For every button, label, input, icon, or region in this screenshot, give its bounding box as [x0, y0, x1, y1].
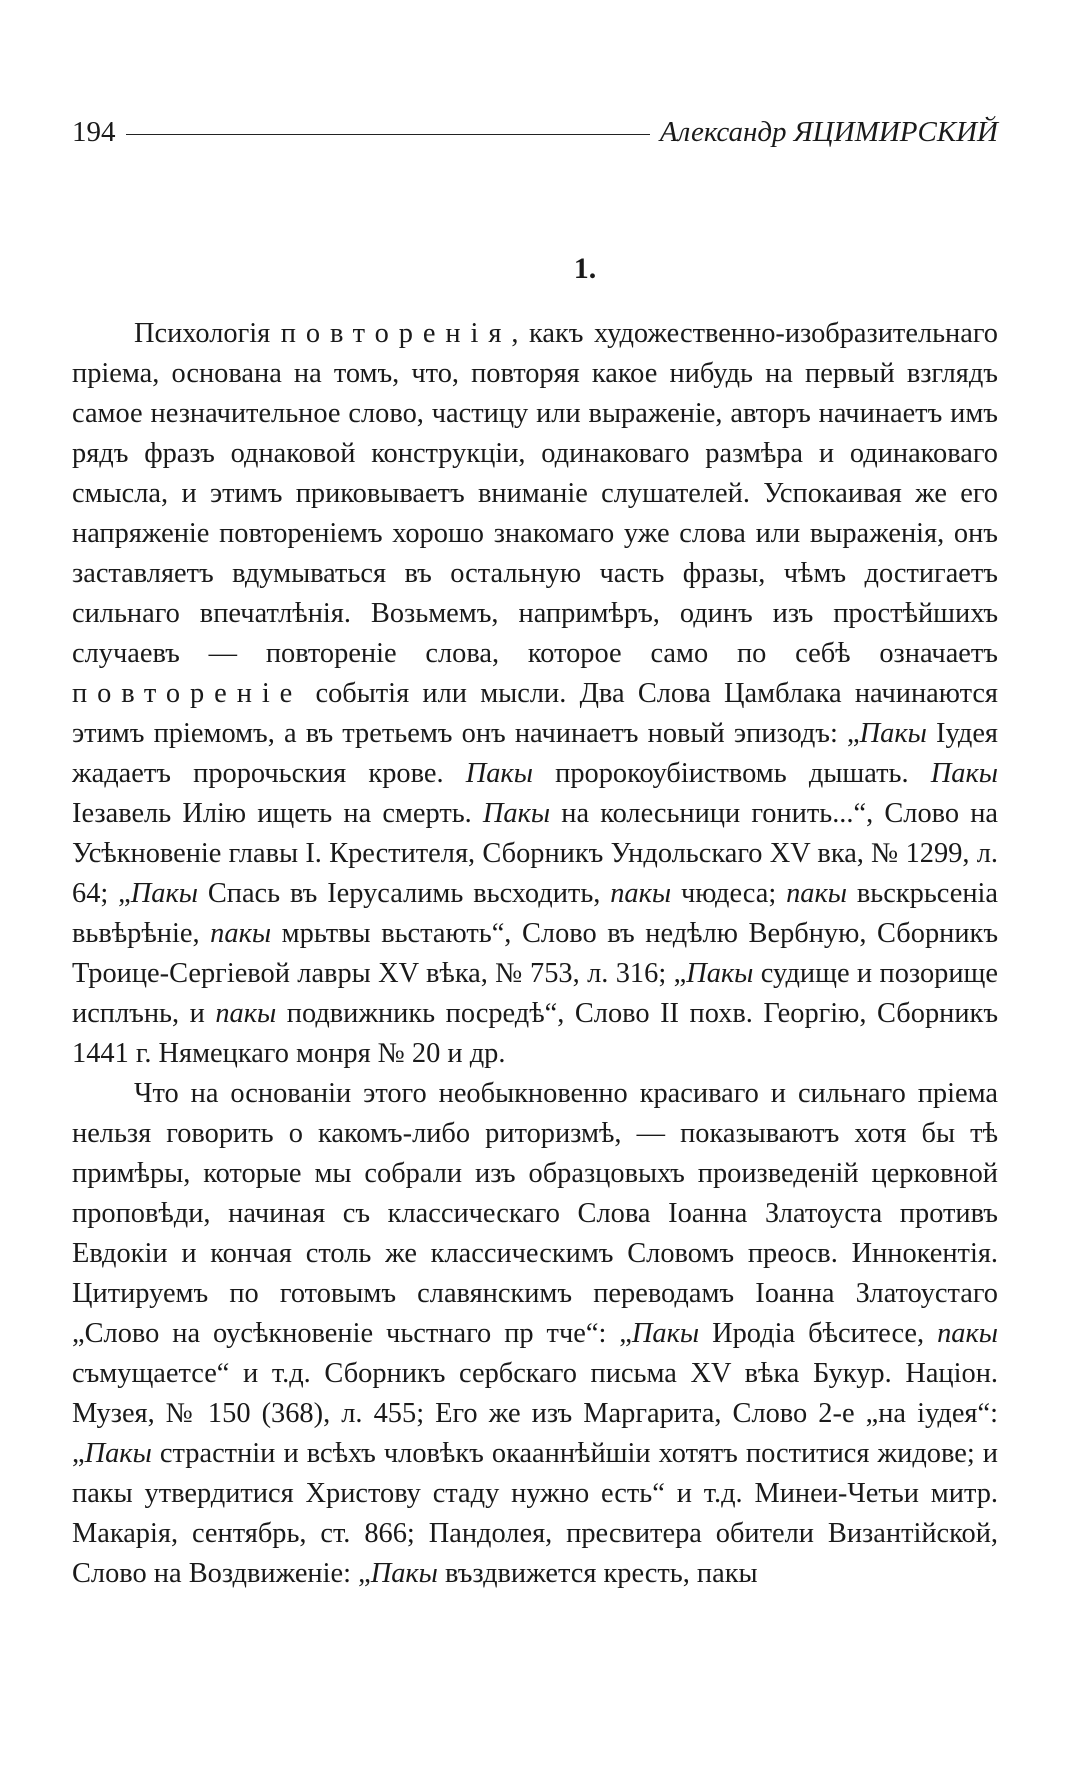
spaced-term: повторенія: [280, 318, 512, 349]
paragraph-2: Что на основаніи этого необыкновенно красиваго и сильнаго пріема нельзя говорить о какомъ-либо риторизмѣ, — показываютъ хотя бы тѣ примѣры, которые мы собрали изъ образцовыхъ произведеній церковной проповѣди, начиная съ классическаго Слова Іоанна Златоуста противъ Евдокіи и кончая столь же классическимъ Словомъ преосв. Иннокентія. Цитируемъ по готовымъ славянскимъ переводамъ Іоанна Златоустаго „Слово на оусѣкновеніе чьстнаго пр тче“: „Пакы Иродіа бѣситесе, пакы съмущаетсе“ и т.д. Сборникъ сербскаго письма XV вѣка Букур. Націон. Музея, № 150 (368), л. 455; Его же изъ Маргарита, Слово 2-е „на іудея“: „Пакы страстніи и всѣхъ чловѣкъ окааннѣйшіи хотятъ поститися жидове; и пакы утвердитися Христову стаду нужно есть“ и т.д. Минеи-Четьи митр. Макарія, сентябрь, ст. 866; Пандолея, пресвитера обители Византійской, Слово на Воздвиженіе: „Пакы въздвижется кресть, пакы: [72, 1078, 998, 1589]
spaced-term: повтореніе: [72, 678, 303, 709]
emphasis: Пакы: [465, 758, 533, 789]
page-body: [72, 314, 998, 1594]
emphasis: Пакы: [859, 718, 927, 749]
emphasis: Пакы: [930, 758, 998, 789]
emphasis: Пакы: [686, 958, 754, 989]
emphasis: Пакы: [84, 1438, 152, 1469]
running-header: [72, 116, 998, 156]
section-number: 1.: [573, 252, 597, 285]
emphasis: Пакы: [482, 798, 551, 829]
emphasis: пакы: [215, 998, 277, 1029]
paragraph-1: Психологія повторенія, какъ художественно-изобразительнаго пріема, основана на томъ, что, повторяя какое нибудь на первый взглядъ самое незначительное слово, частицу или выраженіе, авторъ начинаетъ имъ рядъ фразъ однаковой конструкціи, одинаковаго размѣра и одинаковаго смысла, и этимъ приковываетъ вниманіе слушателей. Успокаивая же его напряженіе повтореніемъ хорошо знакомаго уже слова или выраженія, онъ заставляетъ вдумываться въ остальную часть фразы, чѣмъ достигаетъ сильнаго впечатлѣнія. Возьмемъ, напримѣръ, одинъ изъ простѣйшихъ случаевъ — повтореніе слова, которое само по себѣ означаетъ повтореніе событія или мысли. Два Слова Цамблака начинаются этимъ пріемомъ, а въ третьемъ онъ начинаетъ новый эпизодъ: „Пакы Іудея жадаетъ пророчьския крове. Пакы пророкоубіиствомь дышать. Пакы Іезавель Илію ищеть на смерть. Пакы на колесьници гонить...“, Слово на Усѣкновеніе главы І. Крестителя, Сборникъ Ундольскаго XV вка, № 1299, л. 64; „Пакы Спась въ Іерусалимь вьсходить, пакы чюдеса; пакы вьскрьсеніа вьвѣрѣніе, пакы мрьтвы вьстають“, Слово въ недѣлю Вербную, Сборникъ Троице-Сергіевой лавры XV вѣка, № 753, л. 316; „Пакы судище и позорище исплънь, и пакы подвижникь посредѣ“, Слово II похв. Георгію, Сборникъ 1441 г. Нямецкаго монря № 20 и др.: [72, 318, 998, 1069]
emphasis: Пакы: [370, 1558, 438, 1589]
emphasis: пакы: [610, 878, 672, 909]
page-number: 194: [72, 116, 116, 148]
emphasis: пакы: [210, 918, 272, 949]
emphasis: пакы: [937, 1318, 998, 1349]
header-rule: [126, 134, 650, 135]
emphasis: Пакы: [130, 878, 198, 909]
running-author: Александр ЯЦИМИРСКИЙ: [659, 116, 998, 148]
emphasis: Пакы: [631, 1318, 700, 1349]
emphasis: пакы: [786, 878, 848, 909]
